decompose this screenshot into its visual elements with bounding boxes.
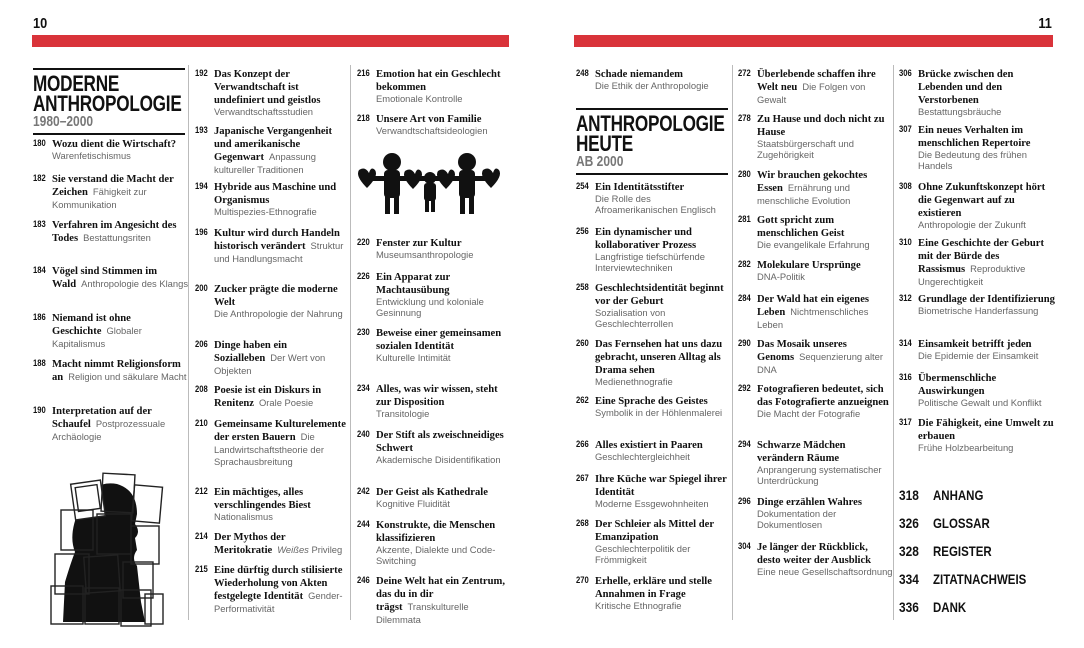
entry-page-number: 278 <box>738 113 751 123</box>
entry-title: Beweise einer gemeinsamen sozialen Identität <box>376 328 502 352</box>
entry-subtitle: Frühe Holzbearbeitung <box>918 442 1014 453</box>
entry-subtitle: Die evangelikale Erfahrung <box>757 239 870 250</box>
appendix-entry[interactable] <box>899 599 973 615</box>
toc-entry[interactable] <box>357 112 513 136</box>
toc-entry[interactable] <box>738 337 894 375</box>
toc-entry[interactable] <box>576 180 732 215</box>
entry-subtitle: Entwicklung und koloniale Gesinnung <box>376 296 484 318</box>
entry-subtitle: Verwandtschaftsideologien <box>376 125 488 136</box>
entry-page-number: 218 <box>357 113 370 123</box>
paper-chain-family-icon <box>357 148 507 216</box>
toc-entry[interactable] <box>195 226 351 264</box>
entry-subtitle: Sozialisation von Geschlechterrollen <box>595 307 674 329</box>
toc-entry[interactable] <box>576 225 732 273</box>
entry-subtitle: Die Rolle des Afroamerikanischen Englisch <box>595 193 716 215</box>
section-title: ANTHROPOLOGIE <box>576 111 725 136</box>
entry-page-number: 244 <box>357 519 370 529</box>
appendix-title: REGISTER <box>933 543 992 559</box>
entry-subtitle: Kritische Ethnografie <box>595 600 682 611</box>
entry-subtitle: Religion und säkulare Macht <box>68 371 187 382</box>
toc-entry[interactable] <box>576 337 732 387</box>
entry-page-number: 186 <box>33 312 46 322</box>
entry-subtitle: Multispezies-Ethnografie <box>214 206 317 217</box>
entry-page-number: 314 <box>899 338 912 348</box>
entry-page-number: 260 <box>576 338 589 348</box>
entry-page-number: 190 <box>33 405 46 415</box>
toc-entry[interactable] <box>33 404 189 442</box>
appendix-list <box>899 0 1057 648</box>
entry-title: Deine Welt hat ein Zentrum, das du in dir trägst <box>376 576 505 613</box>
entry-subtitle: Transkulturelle Dilemmata <box>376 601 469 625</box>
entry-title: Konstrukte, die Menschen klassifizieren <box>376 520 496 544</box>
entry-page-number: 226 <box>357 271 370 281</box>
entry-subtitle: Symbolik in der Höhlenmalerei <box>595 407 723 418</box>
entry-page-number: 270 <box>576 575 589 585</box>
toc-entry[interactable] <box>357 485 513 509</box>
entry-title: Ihre Küche war Spiegel ihrer Identität <box>595 474 727 498</box>
entry-page-number: 206 <box>195 339 208 349</box>
entry-page-number: 215 <box>195 564 208 574</box>
toc-entry[interactable] <box>738 112 894 160</box>
entry-page-number: 216 <box>357 68 370 78</box>
appendix-entry[interactable] <box>899 543 1005 559</box>
section-heading-modern <box>33 68 185 135</box>
entry-title: Gemeinsame Kulturelemente der ersten Bauern <box>214 419 346 443</box>
toc-entry[interactable] <box>738 292 894 330</box>
entry-title: Schade niemandem <box>595 69 683 80</box>
entry-title: Sie verstand die Macht der Zeichen <box>52 174 174 198</box>
toc-column-4 <box>576 0 734 648</box>
entry-title: Fenster zur Kultur <box>376 238 462 249</box>
section-title: MODERNE <box>33 71 120 96</box>
toc-entry[interactable] <box>357 270 513 318</box>
toc-entry[interactable] <box>33 172 189 210</box>
entry-subtitle: DNA-Politik <box>757 271 805 282</box>
toc-column-5 <box>738 0 896 648</box>
toc-entry[interactable] <box>576 517 732 565</box>
entry-title: Zucker prägte die moderne Welt <box>214 284 338 308</box>
entry-subtitle: Politische Gewalt und Konflikt <box>918 397 1042 408</box>
entry-title: Der Geist als Kathedrale <box>376 487 488 498</box>
entry-title: Vögel sind Stimmen im Wald <box>52 266 158 290</box>
entry-subtitle: Akademische Disidentifikation <box>376 454 501 465</box>
entry-title: Alles existiert in Paaren <box>595 440 703 451</box>
toc-entry[interactable] <box>357 382 513 419</box>
section-heading-today <box>576 108 728 175</box>
entry-title: Ein neues Verhalten im menschlichen Repertoire <box>918 125 1031 149</box>
entry-page-number: 208 <box>195 384 208 394</box>
toc-entry[interactable] <box>738 258 894 282</box>
entry-page-number: 280 <box>738 169 751 179</box>
entry-title: Der Mythos der Meritokratie <box>214 532 286 556</box>
entry-subtitle: Die Landwirtschaftstheorie der Sprachausbreitung <box>214 431 324 467</box>
entry-page-number: 182 <box>33 173 46 183</box>
entry-title: Der Schleier als Mittel der Emanzipation <box>595 519 714 543</box>
entry-title: Erhelle, erkläre und stelle Annahmen in Frage <box>595 576 712 600</box>
entry-title: Grundlage der Identifizierung <box>918 294 1055 305</box>
toc-entry[interactable] <box>738 495 894 530</box>
appendix-title: GLOSSAR <box>933 515 990 531</box>
entry-page-number: 212 <box>195 486 208 496</box>
entry-subtitle: Anthropologie des Klangs <box>81 278 189 289</box>
entry-title: Ein Identitätsstifter <box>595 182 685 193</box>
entry-page-number: 240 <box>357 429 370 439</box>
entry-page-number: 180 <box>33 138 46 148</box>
appendix-title: ZITATNACHWEIS <box>933 571 1027 587</box>
entry-subtitle: Kognitive Fluidität <box>376 498 450 509</box>
entry-subtitle: Dokumentation der Dokumentlosen <box>757 508 837 530</box>
appendix-page-number: 318 <box>899 487 919 503</box>
entry-page-number: 282 <box>738 259 751 269</box>
entry-title: Das Konzept der Verwandtschaft ist undefiniert und geistlos <box>214 69 321 106</box>
entry-subtitle: Langfristige tiefschürfende Interviewtechniken <box>595 251 705 273</box>
entry-page-number: 214 <box>195 531 208 541</box>
entry-title: Ohne Zukunftskonzept hört die Gegenwart auf zu existieren <box>918 182 1046 219</box>
entry-title: Eine Sprache des Geistes <box>595 396 708 407</box>
entry-page-number: 183 <box>33 219 46 229</box>
entry-title: Gott spricht zum menschlichen Geist <box>757 215 845 239</box>
toc-column-2 <box>195 0 353 648</box>
toc-entry[interactable] <box>357 326 513 363</box>
entry-subtitle: Reproduktive Ungerechtigkeit <box>918 263 1026 287</box>
section-years: 1980–2000 <box>33 113 94 130</box>
entry-page-number: 254 <box>576 181 589 191</box>
toc-entry[interactable] <box>195 124 351 175</box>
toc-entry[interactable] <box>576 394 732 418</box>
entry-title: Geschlechtsidentität beginnt vor der Geburt <box>595 283 724 307</box>
entry-title: Hybride aus Maschine und Organismus <box>214 182 337 206</box>
entry-title: Eine Geschichte der Geburt mit der Bürde des Rassismus <box>918 238 1045 275</box>
entry-subtitle: Staatsbürgerschaft und Zugehörigkeit <box>757 138 854 160</box>
entry-page-number: 258 <box>576 282 589 292</box>
entry-page-number: 304 <box>738 541 751 551</box>
toc-entry[interactable] <box>357 574 513 625</box>
toc-entry[interactable] <box>738 540 894 577</box>
entry-page-number: 200 <box>195 283 208 293</box>
entry-page-number: 234 <box>357 383 370 393</box>
entry-page-number: 307 <box>899 124 912 134</box>
toc-entry[interactable] <box>576 67 732 91</box>
entry-page-number: 194 <box>195 181 208 191</box>
entry-title: Brücke zwischen den Lebenden und den Verstorbenen <box>918 69 1014 106</box>
entry-page-number: 268 <box>576 518 589 528</box>
entry-page-number: 220 <box>357 237 370 247</box>
entry-subtitle: Globaler Kapitalismus <box>52 325 142 349</box>
entry-subtitle: Die Macht der Fotografie <box>757 408 861 419</box>
entry-page-number: 312 <box>899 293 912 303</box>
entry-title: Der Wald hat ein eigenes Leben <box>757 294 870 318</box>
entry-page-number: 246 <box>357 575 370 585</box>
entry-subtitle: Nichtmenschliches Leben <box>757 306 869 330</box>
toc-entry[interactable] <box>576 281 732 329</box>
entry-title: Alles, was wir wissen, steht zur Disposition <box>376 384 498 408</box>
section-years: AB 2000 <box>576 153 624 170</box>
entry-subtitle: Der Wert von Objekten <box>214 352 326 376</box>
toc-entry[interactable] <box>738 382 894 419</box>
entry-subtitle: Warenfetischismus <box>52 150 131 161</box>
entry-subtitle: Eine neue Gesellschaftsordnung <box>757 566 893 577</box>
entry-subtitle: Anprangerung systematischer Unterdrückung <box>757 464 882 486</box>
page-number-left: 10 <box>33 15 48 32</box>
entry-page-number: 210 <box>195 418 208 428</box>
entry-page-number: 248 <box>576 68 589 78</box>
entry-page-number: 256 <box>576 226 589 236</box>
entry-title: Verfahren im Angesicht des Todes <box>52 220 177 244</box>
entry-title: Übermenschliche Auswirkungen <box>918 373 997 397</box>
toc-column-3 <box>357 0 515 648</box>
entry-subtitle: Biometrische Handerfassung <box>918 305 1039 316</box>
entry-subtitle: Ernährung und menschliche Evolution <box>757 182 851 206</box>
entry-subtitle: Geschlechterpolitik der Frömmigkeit <box>595 543 691 565</box>
toc-entry[interactable] <box>195 485 351 522</box>
entry-title: Unsere Art von Familie <box>376 114 482 125</box>
entry-subtitle: Kulturelle Intimität <box>376 352 451 363</box>
appendix-page-number: 334 <box>899 571 919 587</box>
appendix-title: DANK <box>933 599 967 615</box>
appendix-page-number: 336 <box>899 599 919 615</box>
toc-entry[interactable] <box>195 67 351 117</box>
entry-subtitle: Gender-Performativität <box>214 590 343 614</box>
entry-page-number: 196 <box>195 227 208 237</box>
entry-page-number: 292 <box>738 383 751 393</box>
toc-entry[interactable] <box>357 236 513 260</box>
entry-subtitle: Emotionale Kontrolle <box>376 93 463 104</box>
polaroid-collage-icon <box>45 462 165 627</box>
entry-page-number: 308 <box>899 181 912 191</box>
entry-subtitle: Anpassung kultureller Traditionen <box>214 151 316 175</box>
entry-title: Zu Hause und doch nicht zu Hause <box>757 114 885 138</box>
entry-title: Wozu dient die Wirtschaft? <box>52 139 177 150</box>
entry-page-number: 266 <box>576 439 589 449</box>
appendix-title: ANHANG <box>933 487 984 503</box>
entry-subtitle: Anthropologie der Zukunft <box>918 219 1026 230</box>
appendix-page-number: 326 <box>899 515 919 531</box>
entry-title: Das Fernsehen hat uns dazu gebracht, unseren Alltag als Drama sehen <box>595 339 723 376</box>
entry-subtitle: Die Anthropologie der Nahrung <box>214 308 343 319</box>
entry-title: Einsamkeit betrifft jeden <box>918 339 1032 350</box>
entry-subtitle: Die Folgen von Gewalt <box>757 81 866 105</box>
toc-entry[interactable] <box>576 438 732 462</box>
entry-subtitle: Medienethnografie <box>595 376 673 387</box>
entry-subtitle: Moderne Essgewohnheiten <box>595 498 709 509</box>
toc-entry[interactable] <box>33 218 189 244</box>
entry-title: Ein mächtiges, alles verschlingendes Biest <box>214 487 311 511</box>
toc-entry[interactable] <box>195 383 351 409</box>
entry-title: Ein Apparat zur Machtausübung <box>376 272 450 296</box>
entry-page-number: 267 <box>576 473 589 483</box>
entry-title: Japanische Vergangenheit und amerikanische Gegenwart <box>214 126 333 163</box>
entry-title: Ein dynamischer und kollaborativer Prozess <box>595 227 697 251</box>
entry-title: Dinge erzählen Wahres <box>757 497 862 508</box>
toc-entry[interactable] <box>33 357 189 383</box>
entry-title: Eine dürftig durch stilisierte Wiederholung von Akten festgelegte Identität <box>214 565 343 602</box>
appendix-entry[interactable] <box>899 571 1047 587</box>
toc-entry[interactable] <box>576 574 732 611</box>
entry-subtitle: Die Epidemie der Einsamkeit <box>918 350 1039 361</box>
entry-subtitle: Transitologie <box>376 408 430 419</box>
entry-title: Molekulare Ursprünge <box>757 260 861 271</box>
toc-entry[interactable] <box>195 338 351 376</box>
entry-subtitle: Verwandtschaftsstudien <box>214 106 314 117</box>
toc-entry[interactable] <box>195 417 351 467</box>
entry-title: Fotografieren bedeutet, sich das Fotografierte anzueignen <box>757 384 889 408</box>
entry-subtitle: Bestattungsbräuche <box>918 106 1002 117</box>
entry-subtitle: Die Ethik der Anthropologie <box>595 80 709 91</box>
toc-entry[interactable] <box>33 137 189 161</box>
entry-title: Emotion hat ein Geschlecht bekommen <box>376 69 501 93</box>
entry-subtitle: Struktur und Handlungsmacht <box>214 240 344 264</box>
entry-title: Niemand ist ohne Geschichte <box>52 313 131 337</box>
toc-entry[interactable] <box>33 311 189 349</box>
entry-subtitle: Akzente, Dialekte und Code-Switching <box>376 544 496 566</box>
entry-page-number: 281 <box>738 214 751 224</box>
appendix-entry[interactable] <box>899 515 1002 531</box>
entry-page-number: 316 <box>899 372 912 382</box>
entry-subtitle: Postprozessuale Archäologie <box>52 418 166 442</box>
toc-entry[interactable] <box>357 518 513 566</box>
appendix-entry[interactable] <box>899 487 994 503</box>
section-title: HEUTE <box>576 131 633 156</box>
toc-entry[interactable] <box>738 438 894 486</box>
entry-subtitle: Geschlechtergleichheit <box>595 451 690 462</box>
entry-title: Macht nimmt Religionsform an <box>52 359 181 383</box>
entry-subtitle: Weißes Privileg <box>277 544 343 555</box>
entry-subtitle: Bestattungsriten <box>83 232 151 243</box>
page-number-right: 11 <box>1038 15 1052 32</box>
entry-subtitle: Fähigkeit zur Kommunikation <box>52 186 147 210</box>
entry-subtitle: Orale Poesie <box>259 397 314 408</box>
toc-entry[interactable] <box>195 282 351 319</box>
toc-entry[interactable] <box>195 563 351 614</box>
entry-title: Schwarze Mädchen verändern Räume <box>757 440 846 464</box>
toc-entry[interactable] <box>357 67 513 104</box>
entry-subtitle: Die Bedeutung des frühen Handels <box>918 149 1027 171</box>
entry-title: Dinge haben ein Sozialleben <box>214 340 287 364</box>
toc-entry[interactable] <box>357 428 513 465</box>
entry-page-number: 193 <box>195 125 208 135</box>
entry-title: Die Fähigkeit, eine Umwelt zu erbauen <box>918 418 1054 442</box>
entry-page-number: 192 <box>195 68 208 78</box>
entry-page-number: 272 <box>738 68 751 78</box>
entry-page-number: 262 <box>576 395 589 405</box>
entry-page-number: 294 <box>738 439 751 449</box>
entry-page-number: 310 <box>899 237 912 247</box>
toc-entry[interactable] <box>738 213 894 250</box>
entry-subtitle: Sequenzierung alter DNA <box>757 351 883 375</box>
entry-page-number: 188 <box>33 358 46 368</box>
entry-page-number: 184 <box>33 265 46 275</box>
entry-title: Kultur wird durch Handeln historisch verändert <box>214 228 340 252</box>
entry-page-number: 284 <box>738 293 751 303</box>
entry-title: Der Stift als zweischneidiges Schwert <box>376 430 504 454</box>
section-title: ANTHROPOLOGIE <box>33 91 182 116</box>
entry-title: Wir brauchen gekochtes Essen <box>757 170 868 194</box>
entry-subtitle: Nationalismus <box>214 511 273 522</box>
entry-page-number: 290 <box>738 338 751 348</box>
appendix-page-number: 328 <box>899 543 919 559</box>
toc-entry[interactable] <box>738 168 894 206</box>
entry-page-number: 296 <box>738 496 751 506</box>
toc-entry[interactable] <box>576 472 732 509</box>
toc-entry[interactable] <box>738 67 894 105</box>
toc-entry[interactable] <box>33 264 189 290</box>
entry-page-number: 230 <box>357 327 370 337</box>
entry-subtitle: Museumsanthropologie <box>376 249 474 260</box>
entry-title: Das Mosaik unseres Genoms <box>757 339 847 363</box>
entry-title: Überlebende schaffen ihre Welt neu <box>757 69 876 93</box>
entry-title: Je länger der Rückblick, desto weiter der Ausblick <box>757 542 872 566</box>
toc-entry[interactable] <box>195 180 351 217</box>
entry-page-number: 306 <box>899 68 912 78</box>
entry-title: Interpretation auf der Schaufel <box>52 406 152 430</box>
toc-entry[interactable] <box>195 530 351 556</box>
entry-page-number: 242 <box>357 486 370 496</box>
entry-page-number: 317 <box>899 417 912 427</box>
entry-title: Poesie ist ein Diskurs in Renitenz <box>214 385 322 409</box>
